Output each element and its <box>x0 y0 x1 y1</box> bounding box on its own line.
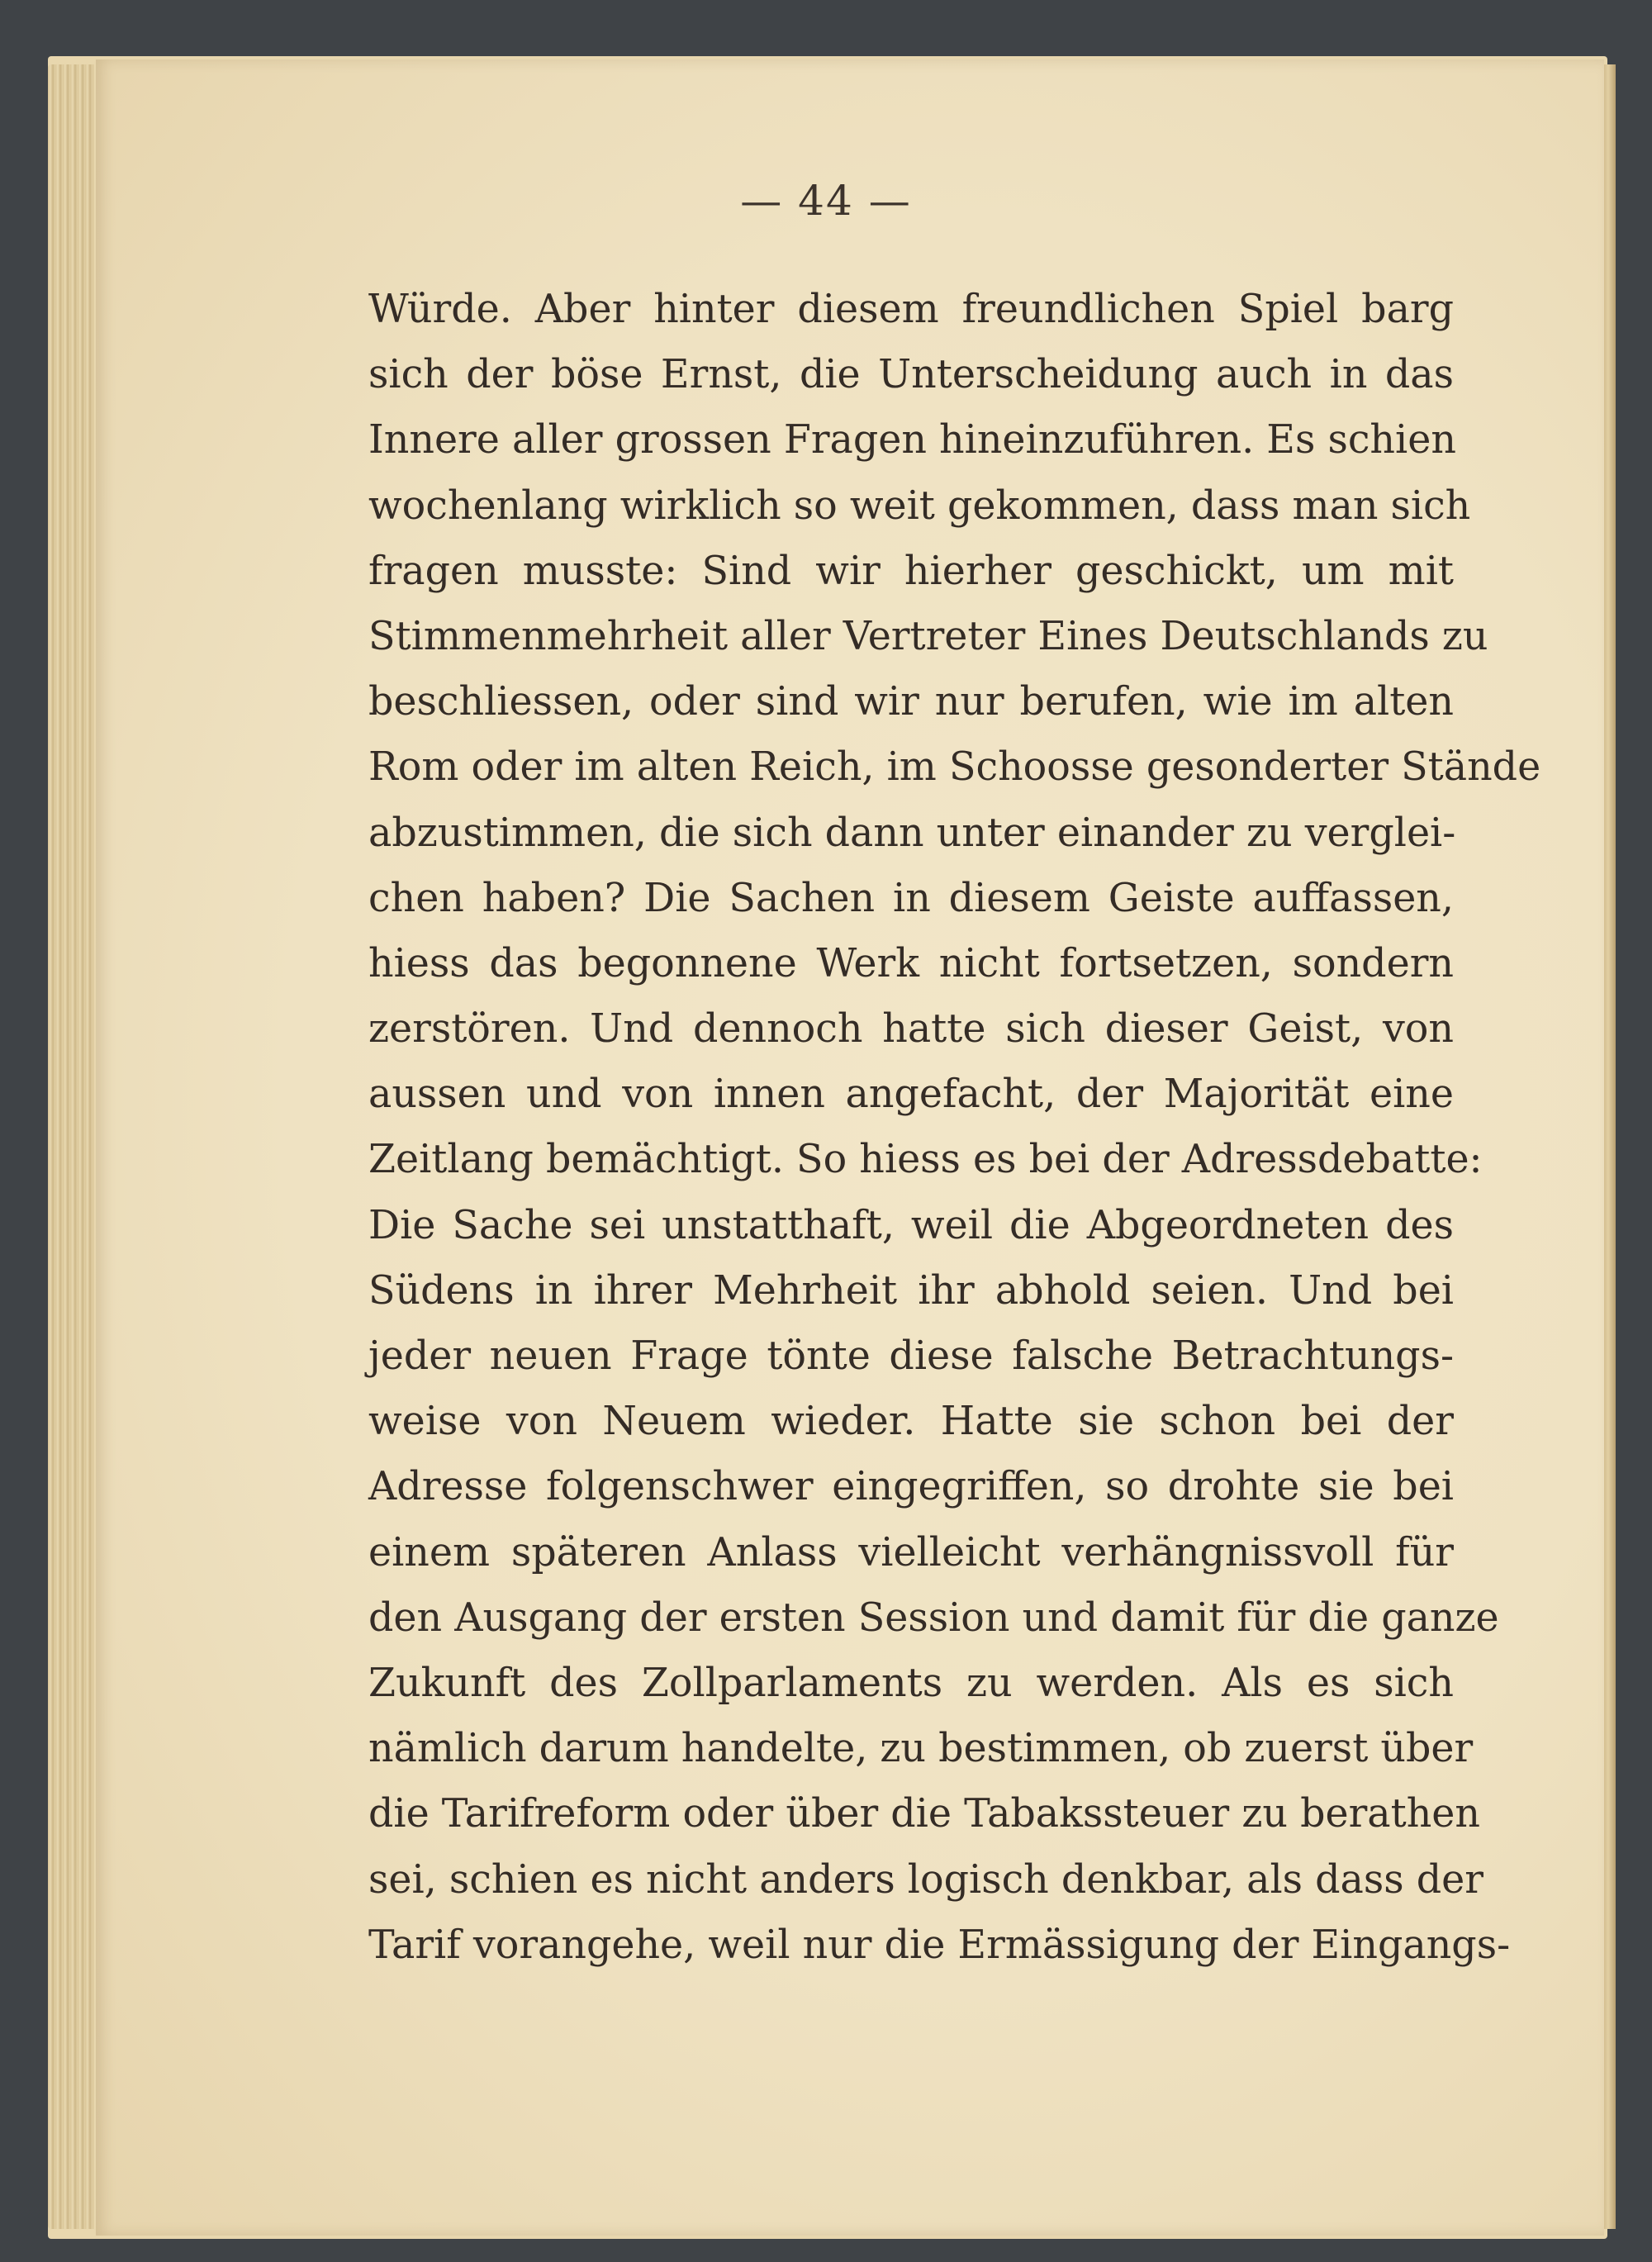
text-line: weise von Neuem wieder. Hatte sie schon bei der <box>368 1399 1454 1445</box>
text-line: wochenlang wirklich so weit gekommen, dass man sich <box>368 482 1471 529</box>
page-number: — 44 — <box>740 177 912 225</box>
text-line: Südens in ihrer Mehrheit ihr abhold seien. Und bei <box>368 1267 1454 1314</box>
book-page-edges <box>48 64 94 2229</box>
text-line: Rom oder im alten Reich, im Schoosse gesonderter Stände <box>368 744 1541 791</box>
text-line: abzustimmen, die sich dann unter einander zu verglei- <box>368 810 1456 856</box>
text-line: aussen und von innen angefacht, der Majorität eine <box>368 1072 1454 1118</box>
text-line: Die Sache sei unstatthaft, weil die Abgeordneten des <box>368 1202 1454 1248</box>
text-line: sei, schien es nicht anders logisch denkbar, als dass der <box>368 1856 1483 1903</box>
text-line: Tarif vorangehe, weil nur die Ermässigung der Eingangs- <box>368 1922 1511 1968</box>
text-line: fragen musste: Sind wir hierher geschickt, um mit <box>368 548 1454 594</box>
text-line: Zukunft des Zollparlaments zu werden. Als es sich <box>368 1660 1454 1706</box>
text-line: chen haben? Die Sachen in diesem Geiste auffassen, <box>368 875 1454 921</box>
text-line: den Ausgang der ersten Session und damit für die ganze <box>368 1594 1499 1641</box>
text-line: die Tarifreform oder über die Tabakssteuer zu berathen <box>368 1791 1481 1837</box>
text-line: hiess das begonnene Werk nicht fortsetzen, sondern <box>368 940 1454 986</box>
text-line: Zeitlang bemächtigt. So hiess es bei der Adressdebatte: <box>368 1137 1483 1183</box>
text-line: Adresse folgenschwer eingegriffen, so drohte sie bei <box>368 1464 1454 1510</box>
text-line: Stimmenmehrheit aller Vertreter Eines Deutschlands zu <box>368 613 1488 659</box>
text-line: beschliessen, oder sind wir nur berufen, wie im alten <box>368 679 1454 725</box>
text-line: jeder neuen Frage tönte diese falsche Betrachtungs- <box>368 1333 1454 1379</box>
text-line: sich der böse Ernst, die Unterscheidung auch in das <box>368 352 1454 398</box>
text-line: Innere aller grossen Fragen hineinzuführen. Es schien <box>368 417 1456 463</box>
text-line: Würde. Aber hinter diesem freundlichen Spiel barg <box>368 287 1454 332</box>
body-text <box>368 277 1541 1978</box>
text-line: nämlich darum handelte, zu bestimmen, ob zuerst über <box>368 1726 1474 1772</box>
text-line: zerstören. Und dennoch hatte sich dieser Geist, von <box>368 1006 1454 1053</box>
text-line: einem späteren Anlass vielleicht verhängnissvoll für <box>368 1529 1454 1575</box>
